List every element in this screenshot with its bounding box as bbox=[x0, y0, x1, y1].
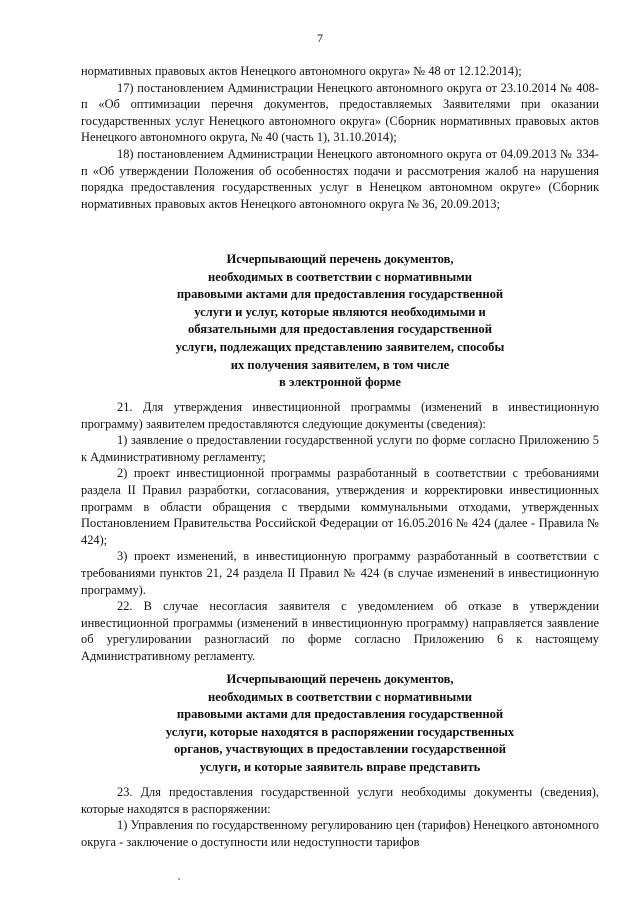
paragraph: 18) постановлением Администрации Ненецкого автономного округа от 04.09.2013 № 334-п «Об утверждении Положения об особенностях подачи и рассмотрения жалоб на нарушения порядка предоставления государственных услуг в Ненецком автономном округе» (Сборник нормативных правовых актов Ненецкого автономного округа № 36, 20.09.2013; bbox=[81, 146, 599, 211]
paragraph: 1) заявление о предоставлении государственной услуги по форме согласно Приложению 5 к Административному регламенту; bbox=[81, 433, 599, 464]
paragraph-block-legal-acts bbox=[81, 63, 599, 212]
heading-line: необходимых в соответствии с нормативными bbox=[207, 269, 473, 284]
paragraph: 3) проект изменений, в инвестиционную программу разработанный в соответствии с требованиями пунктов 21, 24 раздела II Правил № 424 (в случае изменений в инвестиционную программу). bbox=[81, 549, 599, 597]
heading-line: необходимых в соответствии с нормативными bbox=[207, 689, 473, 704]
heading-line: услуги, которые находятся в распоряжении государственных bbox=[165, 724, 515, 739]
paragraph: 23. Для предоставления государственной услуги необходимы документы (сведения), которые находятся в распоряжении: bbox=[81, 785, 599, 816]
scan-speck bbox=[178, 878, 180, 880]
paragraph-block-documents-list bbox=[81, 399, 599, 665]
heading-line: Исчерпывающий перечень документов, bbox=[226, 252, 454, 266]
heading-line: правовыми актами для предоставления государственной bbox=[176, 287, 504, 302]
page-number: 7 bbox=[317, 31, 323, 45]
section-heading-required-documents bbox=[120, 251, 560, 392]
heading-line: обязательными для предоставления государственной bbox=[188, 322, 492, 337]
section-heading-interagency-documents bbox=[120, 671, 560, 777]
paragraph: 17) постановлением Администрации Ненецкого автономного округа от 23.10.2014 № 408-п «Об оптимизации перечня документов, предоставляемых Заявителями при оказании государственных услуг Ненецкого автономного округа» (Сборник нормативных правовых актов Ненецкого автономного округа, № 40 (часть 1), 31.10.2014); bbox=[81, 80, 599, 145]
heading-line: Исчерпывающий перечень документов, bbox=[226, 672, 454, 686]
paragraph: 21. Для утверждения инвестиционной программы (изменений в инвестиционную программу) заявителем предоставляются следующие документы (сведения): bbox=[81, 400, 599, 431]
heading-line: их получения заявителем, в том числе bbox=[230, 357, 450, 372]
heading-line: правовыми актами для предоставления государственной bbox=[176, 707, 504, 722]
heading-line: в электронной форме bbox=[279, 375, 401, 390]
paragraph: 1) Управления по государственному регулированию цен (тарифов) Ненецкого автономного округа - заключение о доступности или недоступности тарифов bbox=[81, 818, 599, 849]
heading-line: услуги и услуг, которые являются необходимыми и bbox=[194, 304, 486, 319]
heading-line: услуги, и которые заявитель вправе представить bbox=[199, 759, 481, 774]
paragraph: 22. В случае несогласия заявителя с уведомлением об отказе в утверждении инвестиционной программы (изменений в инвестиционную программу) направляется заявление об урегулировании разногласий по форме согласно Приложению 6 к настоящему Административному регламенту. bbox=[81, 599, 599, 663]
heading-line: органов, участвующих в предоставлении государственной bbox=[173, 742, 507, 757]
paragraph: 2) проект инвестиционной программы разработанный в соответствии с требованиями раздела II Правил разработки, согласования, утверждения и корректировки инвестиционных программ в области обращения с твердыми коммунальными отходами, утвержденных Постановлением Правительства Российской Федерации от 16.05.2016 № 424 (далее - Правила № 424); bbox=[81, 466, 599, 547]
paragraph-block-item-23 bbox=[81, 784, 599, 850]
heading-line: услуги, подлежащих представлению заявителем, способы bbox=[175, 339, 505, 354]
paragraph: нормативных правовых актов Ненецкого автономного округа» № 48 от 12.12.2014); bbox=[81, 64, 522, 78]
